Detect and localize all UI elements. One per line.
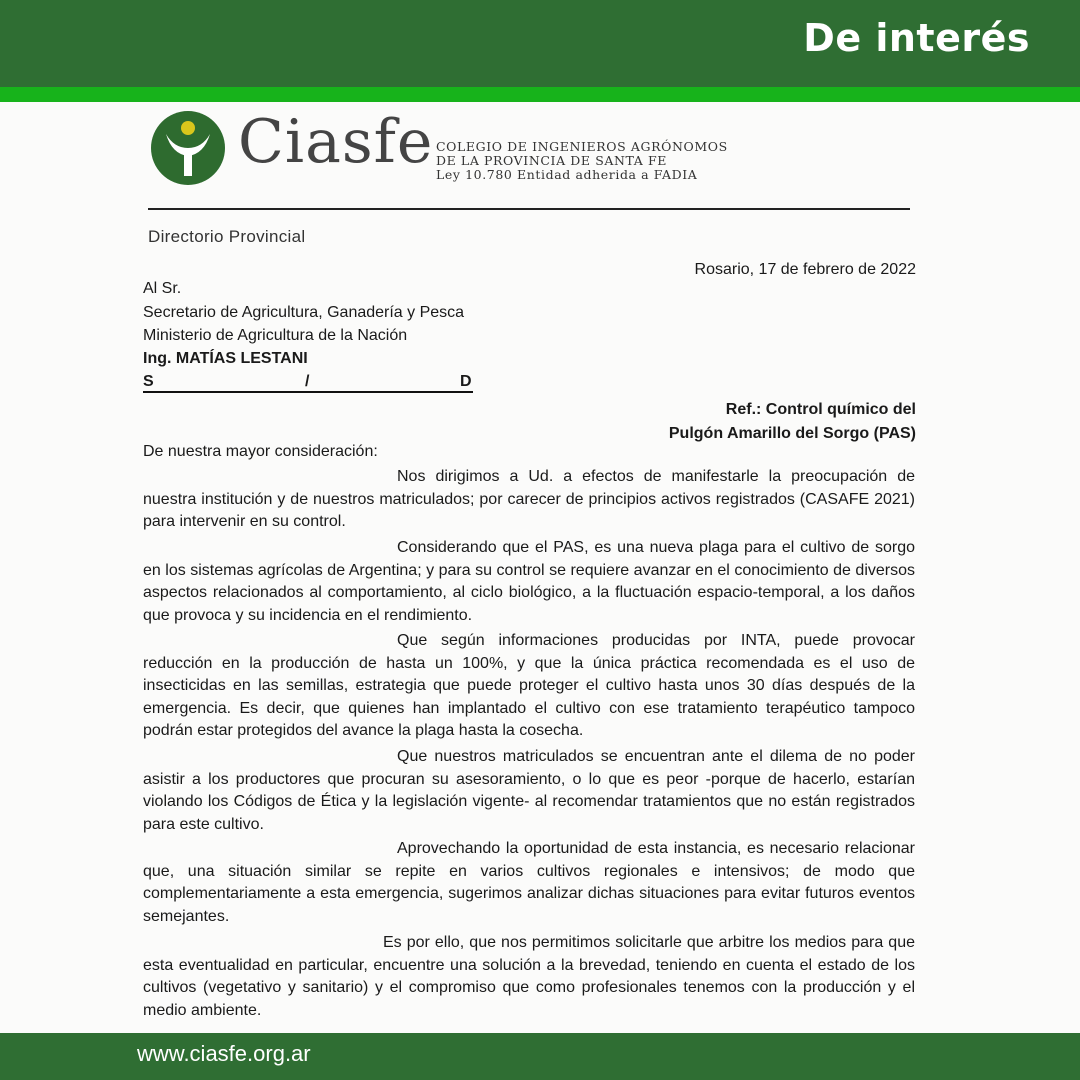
recipient-salutation: Al Sr. <box>143 280 182 297</box>
org-name-line1: COLEGIO DE INGENIEROS AGRÓNOMOS <box>436 139 728 154</box>
paragraph-6: Es por ello, que nos permitimos solicitarle que arbitre los medios para que esta eventualidad en particular, encuentre una solución a la brevedad, teniendo en cuenta el estado de los cultivos (vegetativo y sanitario) y el compromiso que como profesionales tenemos con la producción y el medio ambiente. <box>143 934 915 1019</box>
org-law-line: Ley 10.780 Entidad adherida a FADIA <box>436 167 698 182</box>
recipient-name: Ing. MATÍAS LESTANI <box>143 350 308 367</box>
header-title: De interés <box>803 16 1030 60</box>
paragraph-4: Que nuestros matriculados se encuentran ante el dilema de no poder asistir a los productores que procuran su asesoramiento, o lo que es peor -porque de hacerlo, estarían violando los Códigos de Ética y la legislación vigente- al recomendar tratamientos que no están registrados para este cultivo. <box>143 748 915 833</box>
letterhead-divider <box>148 208 910 210</box>
paragraph-1: Nos dirigimos a Ud. a efectos de manifestarle la preocupación de nuestra institución y de nuestros matriculados; por carecer de principios activos registrados (CASAFE 2021) para intervenir en su control. <box>143 468 915 531</box>
header-stripe <box>0 87 1080 102</box>
department-name: Directorio Provincial <box>148 227 306 246</box>
recipient-underline <box>143 391 473 393</box>
paragraph-3: Que según informaciones producidas por INTA, puede provocar reducción en la producción de hasta un 100%, y que la única práctica recomendada es el uso de insecticidas en las semillas, estrategia que puede proteger el cultivo hasta unos 30 días después de la emergencia. Es decir, que quienes han implantado el cultivo con ese tratamiento terapéutico tampoco podrán estar protegidos del avance la plaga hasta la cosecha. <box>143 632 915 740</box>
letter-date: Rosario, 17 de febrero de 2022 <box>694 261 916 278</box>
paragraph-2: Considerando que el PAS, es una nueva plaga para el cultivo de sorgo en los sistemas agrícolas de Argentina; y para su control se requiere avanzar en el conocimiento de diversos aspectos relacionados al comportamiento, al ciclo biológico, a la fluctuación espacio-temporal, a los daños que provoca y su incidencia en el rendimiento. <box>143 539 915 624</box>
recipient-slash: / <box>305 373 310 390</box>
recipient-d: D <box>460 373 472 390</box>
logo-wordmark: Ciasfe <box>238 107 434 177</box>
footer-bar <box>0 1033 1080 1080</box>
reference-line2: Pulgón Amarillo del Sorgo (PAS) <box>668 425 916 442</box>
letter-salutation: De nuestra mayor consideración: <box>143 443 378 460</box>
reference-line1: Ref.: Control químico del <box>725 401 916 418</box>
org-info <box>436 140 728 182</box>
ciasfe-logo-icon <box>150 110 226 186</box>
paragraph-5: Aprovechando la oportunidad de esta instancia, es necesario relacionar que, una situación similar se repite en varios cultivos regionales e intensivos; de modo que complementariamente a esta emergencia, sugerimos analizar dichas situaciones para evitar futuros eventos semejantes. <box>143 840 915 925</box>
footer-website-link[interactable]: www.ciasfe.org.ar <box>137 1041 311 1066</box>
org-name-line2: DE LA PROVINCIA DE SANTA FE <box>436 153 667 168</box>
recipient-title: Secretario de Agricultura, Ganadería y Pesca <box>143 304 465 321</box>
header-bar <box>0 0 1080 87</box>
recipient-s: S <box>143 373 154 390</box>
recipient-ministry: Ministerio de Agricultura de la Nación <box>143 327 408 344</box>
